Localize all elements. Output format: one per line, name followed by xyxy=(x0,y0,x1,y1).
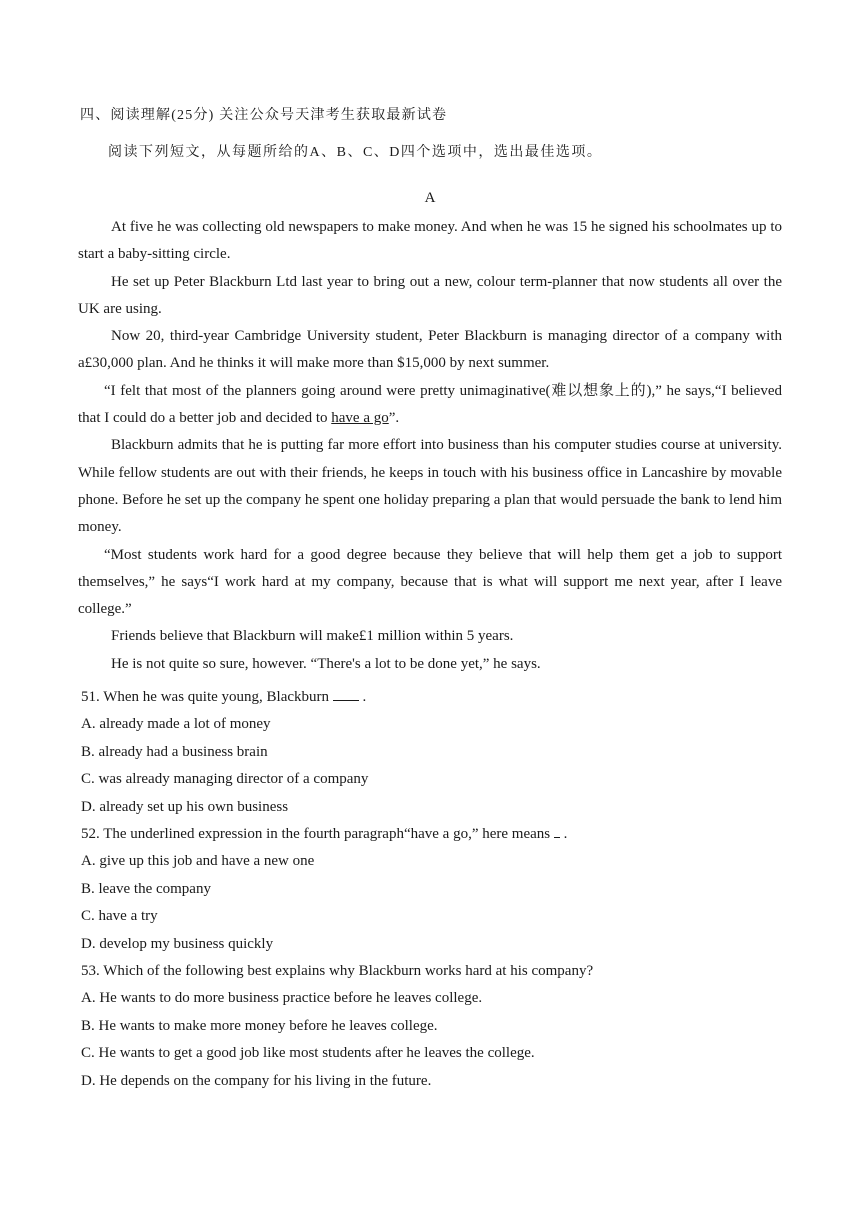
option-a: A. give up this job and have a new one xyxy=(81,853,315,870)
underlined-expression: have a go xyxy=(331,410,389,427)
question-text: 51. When he was quite young, Blackburn xyxy=(81,689,333,705)
question-text-end: . xyxy=(559,826,568,843)
question-stem: 53. Which of the following best explains why Blackburn works hard at his company? xyxy=(81,963,594,980)
reading-passage xyxy=(78,214,782,678)
option-d: D. He depends on the company for his living in the future. xyxy=(81,1072,432,1089)
option-c: C. He wants to get a good job like most students after he leaves the college. xyxy=(81,1045,535,1062)
passage-paragraph-7: Friends believe that Blackburn will make£1 million within 5 years. xyxy=(111,628,514,645)
option-b: B. He wants to make more money before he leaves college. xyxy=(81,1017,438,1034)
option-d: D. already set up his own business xyxy=(81,798,289,815)
question-list xyxy=(81,684,781,1095)
question-text: 52. The underlined expression in the fourth paragraph“have a go,” here means xyxy=(81,826,554,843)
passage-paragraph-4 xyxy=(78,378,782,433)
passage-paragraph-3: Now 20, third-year Cambridge University student, Peter Blackburn is managing director of a company with a£30,000 plan. And he thinks it will make more than $15,000 by next summer. xyxy=(78,328,782,372)
passage-title: A xyxy=(424,190,436,206)
passage-paragraph-1: At five he was collecting old newspapers to make money. And when he was 15 he signed his schoolmates up to start a baby-sitting circle. xyxy=(78,219,782,263)
passage-paragraph-6: “Most students work hard for a good degree because they believe that will help them get a job to support themselves,” he says“I work hard at my company, because that is what will support me next year, after I leave college.” xyxy=(78,546,782,618)
answer-blank xyxy=(333,686,359,701)
option-b: B. leave the company xyxy=(81,880,211,897)
passage-paragraph-8: He is not quite so sure, however. “There's a lot to be done yet,” he says. xyxy=(111,655,541,672)
option-a: A. He wants to do more business practice before he leaves college. xyxy=(81,990,483,1007)
question-52 xyxy=(81,821,781,958)
question-stem xyxy=(81,821,781,848)
passage-paragraph-5: Blackburn admits that he is putting far more effort into business than his computer studies course at university. While fellow students are out with their friends, he keeps in touch with his business office in Lancashire by movable phone. Before he set up the company he spent one holiday preparing a plan that would persuade the bank to lend him money. xyxy=(78,437,782,536)
paragraph-4-end: ”. xyxy=(388,410,400,427)
option-c: C. was already managing director of a company xyxy=(81,771,369,788)
section-instruction: 阅读下列短文，从每题所给的A、B、C、D四个选项中，选出最佳选项。 xyxy=(108,145,603,160)
paragraph-4-text: “I felt that most of the planners going around were pretty unimaginative(难以想象上的),” he says,“I believed that I could do a better job and decided to xyxy=(78,382,782,427)
question-51 xyxy=(81,684,781,821)
section-heading: 四、阅读理解(25分) 关注公众号天津考生获取最新试卷 xyxy=(80,108,448,123)
option-a: A. already made a lot of money xyxy=(81,716,271,733)
question-stem xyxy=(81,684,781,711)
question-53 xyxy=(81,958,781,1095)
question-text-end: . xyxy=(358,689,367,705)
option-b: B. already had a business brain xyxy=(81,743,268,760)
option-d: D. develop my business quickly xyxy=(81,935,274,952)
option-c: C. have a try xyxy=(81,908,158,925)
passage-paragraph-2: He set up Peter Blackburn Ltd last year to bring out a new, colour term-planner that now students all over the UK are using. xyxy=(78,273,782,317)
